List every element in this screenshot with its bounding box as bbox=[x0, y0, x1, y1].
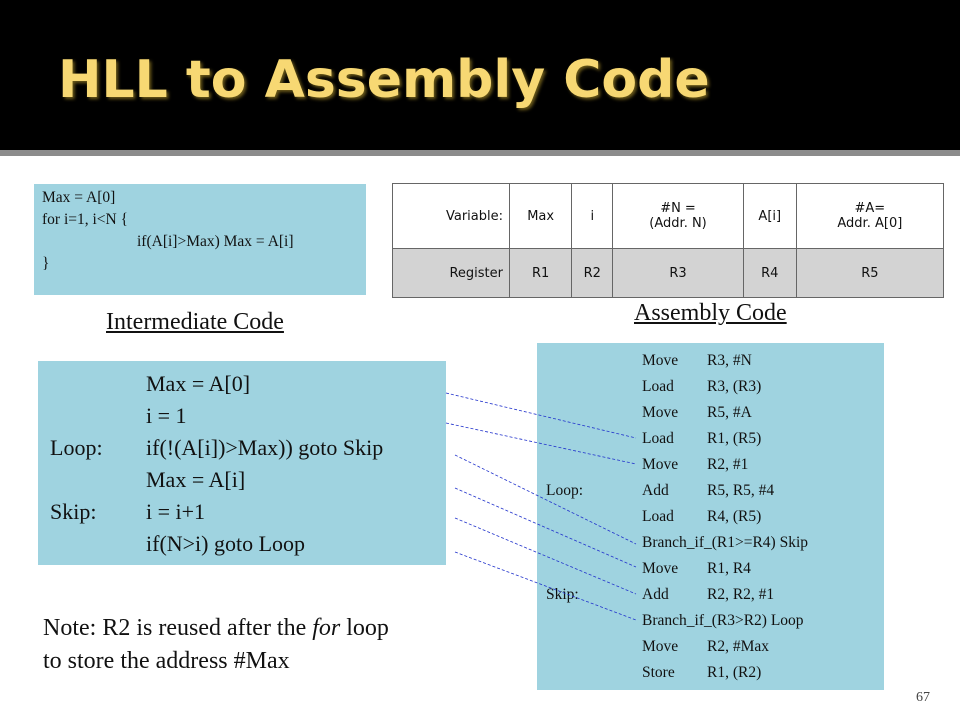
asm-op: Move bbox=[642, 352, 679, 369]
code-line: if(N>i) goto Loop bbox=[146, 531, 306, 556]
asm-args: R3, (R3) bbox=[707, 378, 762, 395]
asm-op: Add bbox=[642, 482, 669, 499]
table-cell: R1 bbox=[510, 249, 572, 298]
asm-args: R4, (R5) bbox=[707, 508, 762, 525]
hll-line: for i=1, i<N { bbox=[42, 211, 129, 228]
asm-label: Loop: bbox=[546, 482, 584, 499]
asm-op: Move bbox=[642, 456, 679, 473]
table-cell: R3 bbox=[613, 249, 744, 298]
table-cell: #A= Addr. A[0] bbox=[796, 184, 943, 249]
slide-title: HLL to Assembly Code bbox=[58, 50, 710, 110]
asm-op: Load bbox=[642, 378, 674, 395]
code-label: Loop: bbox=[50, 435, 103, 460]
code-line: Max = A[i] bbox=[146, 467, 246, 492]
asm-op: Move bbox=[642, 638, 679, 655]
title-bar bbox=[0, 0, 960, 150]
hll-line: } bbox=[42, 255, 50, 272]
asm-op: Add bbox=[642, 586, 669, 603]
intermediate-code-box bbox=[38, 361, 446, 565]
code-label: Skip: bbox=[50, 499, 97, 524]
asm-args: R1, R4 bbox=[707, 560, 751, 577]
table-cell: Register bbox=[393, 249, 510, 298]
hll-code-box bbox=[34, 184, 366, 295]
table-cell: R5 bbox=[796, 249, 943, 298]
asm-args: R2, #Max bbox=[707, 638, 769, 655]
hll-line: Max = A[0] bbox=[42, 189, 116, 206]
divider bbox=[0, 150, 960, 156]
asm-args: R2, #1 bbox=[707, 456, 749, 473]
code-line: Max = A[0] bbox=[146, 371, 251, 396]
asm-args: R5, #A bbox=[707, 404, 752, 421]
asm-op: Move bbox=[642, 404, 679, 421]
table-cell: R2 bbox=[572, 249, 613, 298]
asm-args: R1, (R5) bbox=[707, 430, 762, 447]
asm-label: Skip: bbox=[546, 586, 579, 603]
table-cell: Max bbox=[510, 184, 572, 249]
page-number: 67 bbox=[916, 690, 930, 705]
asm-args: R5, R5, #4 bbox=[707, 482, 775, 499]
asm-op: Branch_if_(R3>R2) Loop bbox=[642, 612, 804, 629]
code-line: i = 1 bbox=[146, 403, 187, 428]
table-cell: Variable: bbox=[393, 184, 510, 249]
asm-op: Branch_if_(R1>=R4) Skip bbox=[642, 534, 809, 551]
code-line: i = i+1 bbox=[146, 499, 206, 524]
table-cell: i bbox=[572, 184, 613, 249]
assembly-code-box bbox=[537, 343, 884, 690]
assembly-caption: Assembly Code bbox=[634, 300, 787, 326]
asm-args: R3, #N bbox=[707, 352, 752, 369]
asm-op: Load bbox=[642, 508, 674, 525]
asm-op: Move bbox=[642, 560, 679, 577]
table-cell: A[i] bbox=[743, 184, 796, 249]
table-cell: #N = (Addr. N) bbox=[613, 184, 744, 249]
asm-args: R2, R2, #1 bbox=[707, 586, 775, 603]
register-table bbox=[392, 183, 944, 298]
hll-line: if(A[i]>Max) Max = A[i] bbox=[137, 233, 294, 250]
asm-op: Load bbox=[642, 430, 674, 447]
asm-op: Store bbox=[642, 664, 675, 681]
code-line: if(!(A[i])>Max)) goto Skip bbox=[146, 435, 384, 460]
intermediate-caption: Intermediate Code bbox=[106, 309, 284, 335]
note-text: Note: R2 is reused after the for loop to store the address #Max bbox=[43, 615, 389, 674]
table-cell: R4 bbox=[743, 249, 796, 298]
asm-args: R1, (R2) bbox=[707, 664, 762, 681]
